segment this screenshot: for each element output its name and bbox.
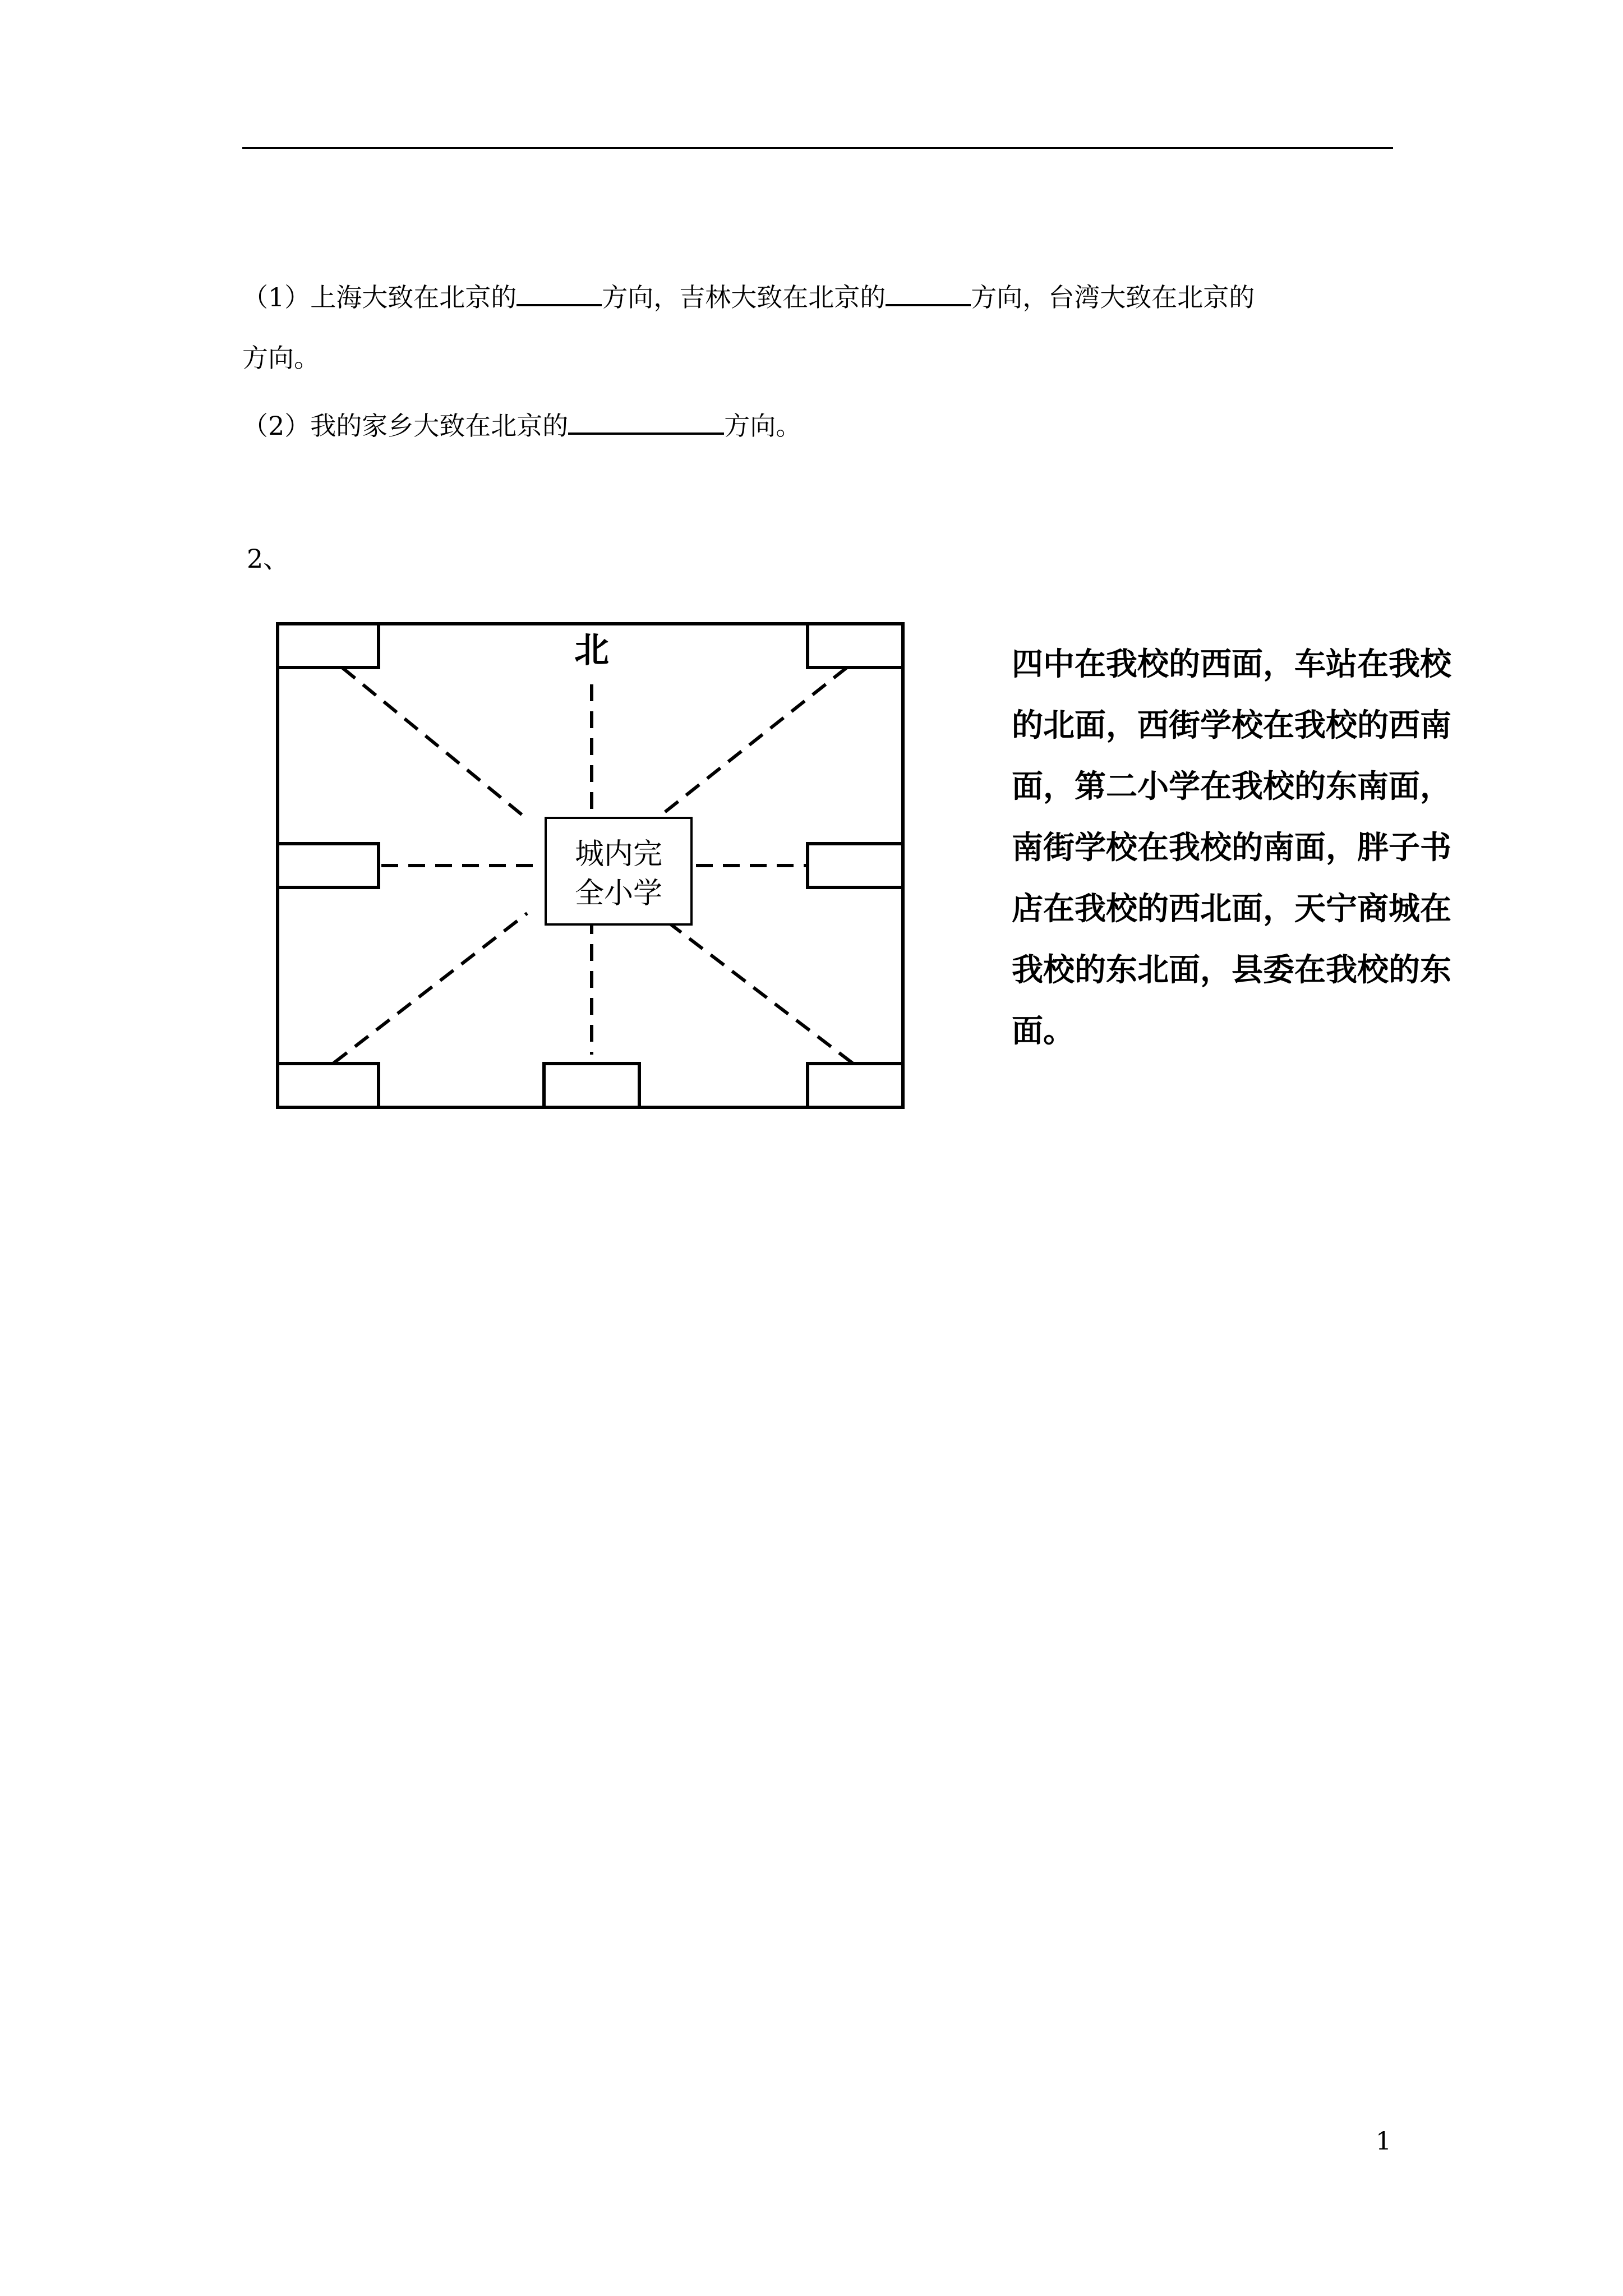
q1-text-part-2: 方向，吉林大致在北京的	[602, 282, 886, 312]
q1-text-part-5: （2）我的家乡大致在北京的	[242, 411, 569, 441]
q1-text-part-3: 方向，台湾大致在北京的	[971, 282, 1255, 312]
q1-text-part-4: 方向。	[242, 343, 320, 373]
question-1-line-3	[242, 407, 801, 443]
west-answer-box[interactable]	[278, 844, 379, 887]
page-number: 1	[1376, 2127, 1391, 2156]
direction-description	[1012, 634, 1516, 1062]
q1-text-part-1: （1）上海大致在北京的	[242, 282, 517, 312]
answer-blank-shanghai[interactable]	[517, 278, 602, 306]
north-label: 北	[574, 629, 610, 670]
northeast-answer-box[interactable]	[808, 624, 903, 668]
center-label-line-1: 城内完	[574, 838, 663, 871]
direction-diagram	[269, 617, 920, 1122]
q1-text-part-6: 方向。	[724, 411, 802, 441]
southwest-answer-box[interactable]	[278, 1064, 379, 1107]
center-label-line-2: 全小学	[574, 877, 663, 910]
answer-blank-jilin[interactable]	[886, 278, 971, 306]
southwest-line	[334, 913, 527, 1063]
description-line-2: 的北面，西街学校在我校的西南	[1012, 707, 1451, 744]
question-2-number: 2、	[247, 544, 289, 574]
east-answer-box[interactable]	[808, 844, 903, 887]
description-line-5: 店在我校的西北面，天宁商城在	[1012, 890, 1451, 927]
southeast-answer-box[interactable]	[808, 1064, 903, 1107]
header-rule	[242, 147, 1393, 149]
south-answer-box[interactable]	[544, 1064, 639, 1107]
question-1-line-2	[242, 341, 320, 375]
question-1-line-1	[242, 278, 1255, 314]
answer-blank-hometown[interactable]	[568, 407, 724, 435]
southeast-line	[656, 913, 852, 1063]
description-line-3: 面，第二小学在我校的东南面，	[1012, 768, 1451, 805]
description-line-6: 我校的东北面，县委在我校的东	[1012, 951, 1451, 988]
description-line-7: 面。	[1012, 1013, 1075, 1050]
northwest-answer-box[interactable]	[278, 624, 379, 668]
northeast-line	[656, 668, 847, 819]
northwest-line	[342, 668, 527, 819]
description-line-1: 四中在我校的西面，车站在我校	[1012, 646, 1451, 683]
description-line-4: 南街学校在我校的南面，胖子书	[1012, 829, 1451, 866]
